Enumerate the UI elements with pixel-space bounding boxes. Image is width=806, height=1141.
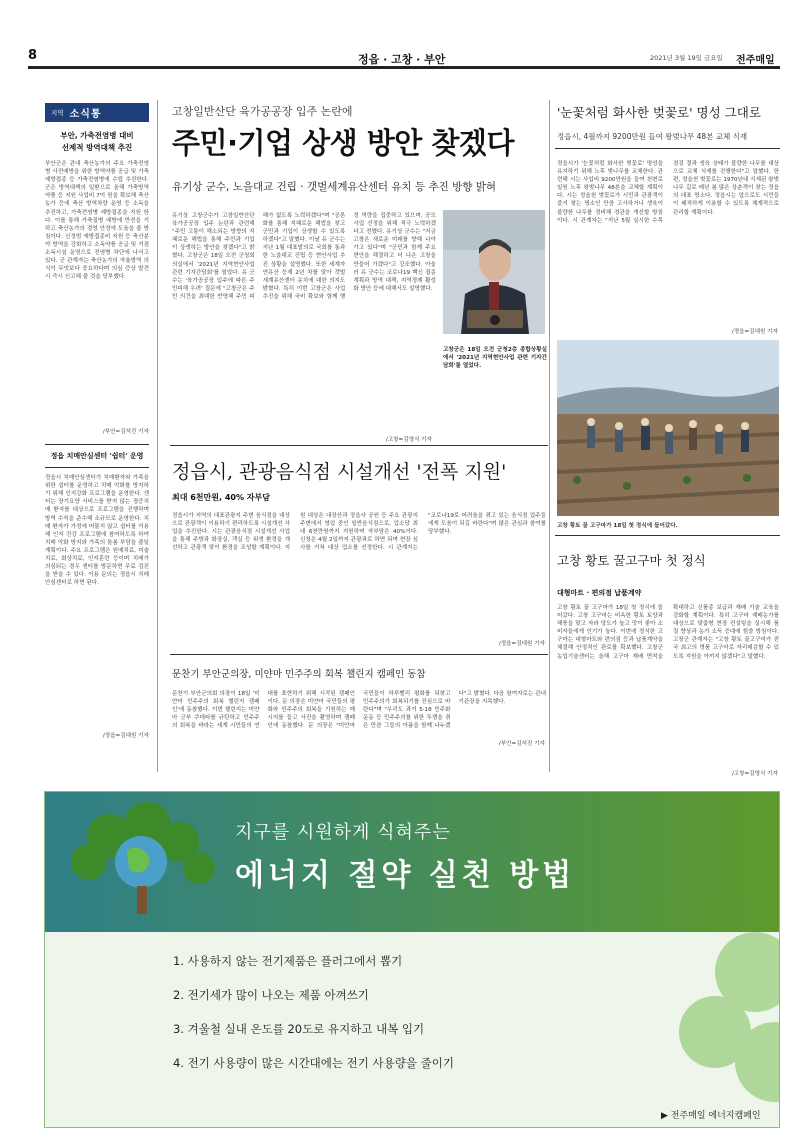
tourism-body: 정읍시가 지역의 대표관광지 주변 음식점을 대상으로 관광객이 이용하기 편리하도록 시설개선 사업을 추진한다. 시는 관광음식점 시설개선 사업을 통해 주방과 화장실, 객실 등 위생 환경을 개선하고 관광객 맞이 환경을 조성할 계획이다. 지원 대상은 내장산과 정읍사 공원 등 주요 관광지 주변에서 영업 중인 일반음식점으로, 업소당 최대 6천만원까지 지원하며 자부담은 40%이다. 신청은 4월 2일까지 관광과로 하면 되며 현장 심사를 거쳐 대상 업소를 선정한다. 시 관계자는 "코로나19로 어려움을 겪고 있는 음식점 업주들에게 도움이 되길 바란다"며 많은 관심과 참여를 당부했다. bbox=[172, 513, 546, 552]
ad-title: 에너지 절약 실천 방법 bbox=[235, 858, 576, 893]
lead-bottom-rule bbox=[170, 445, 548, 446]
sweetpotato-subhead: 대형마트 · 편의점 납품계약 bbox=[557, 589, 642, 597]
sidebar-banner bbox=[45, 103, 149, 122]
sidebar-story1-headline-line1: 부안, 가축전염병 대비 bbox=[60, 131, 134, 140]
camp-credit: /부안=김석진 기자 bbox=[498, 741, 545, 747]
sidebar-divider-2 bbox=[45, 467, 149, 468]
sidebar-tag: 지역 bbox=[51, 109, 64, 117]
camp-headline: 문찬기 부안군의장, 미얀마 민주주의 회복 챌린지 캠페인 동참 bbox=[172, 669, 426, 680]
sidebar-story2-body: 정읍시 치매안심센터가 치매환자와 가족을 위한 쉼터를 운영하고 치매 악화를 방지하기 위해 인지강화 프로그램을 운영한다. 센터는 장기요양 서비스를 받지 않는 경증치매 환자를 대상으로 프로그램을 진행하며 방역 수칙을 준수해 소규모로 운영한다. 치매 환자가 가정에 머물지 않고 쉼터를 이용해 인지 건강 프로그램에 참여하도록 하여 치매 악화 방지와 가족의 돌봄 부담을 줄일 계획이다. 주요 프로그램은 원예치료, 미술치료, 회상치료, 인지훈련 등이며 치매가 의심되는 경우 센터를 방문하면 무료 검진을 받을 수 있다. 이용 문의는 정읍시 치매안심센터로 하면 된다. bbox=[45, 475, 149, 587]
sidebar-story1-body: 부안군은 관내 축산농가의 주요 가축전염병 사전예방을 위한 방역약품 공급 및 가축 예방접종 등 가축전염병에 수립 추진한다. 군은 방역대책의 일환으로 올해 가축방역약품 등 지원 사업비 7억 원을 확보해 축산 농가 등에 축산 방역차량 운영 등 소독을 추진하고, 가축전염병 예방접종을 지원 한다. 이를 통해 가축질병 예방에 만전을 기하고 축산농가의 경영 안정에 도움을 줄 방침이다. 신정범 예방접종비 지원 등 축산분야 방역을 강화하고 소독약품 공급 및 거점소독시설 운영으로 전염병 차단에 나서고 있다. 군 관계자는 축산농가의 자율방역 의식이 무엇보다 중요하다며 의심 증상 발견 시 즉시 신고해 줄 것을 당부했다. bbox=[45, 161, 149, 281]
farm-photo bbox=[557, 340, 779, 516]
sidebar-story2-headline: 정읍 치매안심센터 '쉼터' 운영 bbox=[50, 452, 144, 461]
lead-credit: /고창=김영식 기자 bbox=[385, 437, 432, 443]
lead-photo bbox=[443, 210, 545, 334]
sweetpotato-headline: 고창 황토 꿀고구마 첫 정식 bbox=[557, 553, 706, 568]
lead-headline: 주민·기업 상생 방안 찾겠다 bbox=[172, 126, 514, 160]
farm-rule bbox=[555, 535, 780, 536]
ad-footer: ▶ 전주매일 에너지캠페인 bbox=[661, 1111, 761, 1121]
farm-photo-svg bbox=[557, 340, 779, 516]
sidebar-story1-headline-line2: 선제적 방역대책 추진 bbox=[61, 143, 133, 152]
sidebar-story2-credit: /정읍=김대원 기자 bbox=[102, 733, 149, 740]
blossom-subhead: 정읍시, 4월까지 9200만원 들여 왕벚나무 48본 교체 식재 bbox=[557, 132, 748, 141]
sidebar-divider bbox=[45, 444, 149, 445]
sweetpotato-credit: /고창=김영식 기자 bbox=[731, 771, 778, 777]
sidebar bbox=[45, 103, 149, 771]
center-vrule bbox=[549, 100, 550, 772]
paper-name: 전주매일 bbox=[736, 55, 775, 66]
lead-photo-caption: 고창군은 18일 오전 군청2층 종합상황실에서 '2021년 지역현안사업 관련 기자간담회'를 열었다. bbox=[443, 347, 547, 370]
ad-item-2: 2. 전기세가 많이 나오는 제품 아껴쓰기 bbox=[173, 988, 369, 1002]
header-rule bbox=[28, 66, 780, 69]
issue-date: 2021년 3월 19일 금요일 bbox=[650, 54, 723, 62]
earth-tree-illustration bbox=[49, 796, 219, 916]
blossom-body: 정읍시가 '눈꽃처럼 화사한 벚꽃로' 명성을 유지하기 위해 노후 벚나무를 교체한다. 관련해 시는 사업비 9200만원을 들여 천변로 일원 노후 왕벚나무 48본을 교체할 계획이다. 시는 정읍천 벚꽃로가 시민과 관광객이 즐겨 찾는 명소인 만큼 고사하거나 생육이 불량한 나무를 정비해 경관을 개선할 방침이다. 시 관계자는 "지난 5월 실시한 수목 점검 결과 생육 상태가 불량한 나무를 대상으로 교체 식재를 진행한다"고 말했다. 한편, 정읍천 벚꽃로는 1970년대 식재된 왕벚나무 길로 매년 봄 많은 상춘객이 찾는 정읍의 대표 명소다. 정읍시는 앞으로도 시민들이 쾌적하게 이용할 수 있도록 체계적으로 관리할 계획이다. bbox=[557, 161, 779, 224]
blossom-rule bbox=[555, 148, 780, 149]
ad-item-3: 3. 겨울철 실내 온도를 20도로 유지하고 내복 입기 bbox=[173, 1022, 425, 1036]
tourism-bottom-rule bbox=[170, 654, 548, 655]
energy-ad bbox=[44, 791, 780, 1128]
ad-item-1: 1. 사용하지 않는 전기제품은 플러그에서 뽑기 bbox=[173, 954, 403, 968]
lead-subhead: 유기상 군수, 노을대교 건립 · 갯벌세계유산센터 유치 등 추진 방향 밝혀 bbox=[172, 181, 497, 193]
lead-photo-svg bbox=[443, 210, 545, 334]
farm-photo-caption: 고창 황토 꿀 고구마가 18일 첫 정식에 들어갔다. bbox=[557, 523, 678, 529]
page-number: 8 bbox=[28, 48, 38, 63]
sidebar-vrule bbox=[157, 100, 158, 772]
sidebar-story1-credit: /부안=김석진 기자 bbox=[102, 429, 149, 435]
tourism-credit: /정읍=김대원 기자 bbox=[498, 641, 545, 647]
sweetpotato-body: 고창 황토 꿀 고구마가 18일 첫 정식에 들어갔다. 고창 고구마는 비옥한 황토 토양과 해풍을 맞고 자라 당도가 높고 맛이 좋아 소비자들에게 인기가 높다. 이번에 정식한 고구마는 대형마트와 편의점 등과 납품계약을 체결해 안정적인 판로를 확보했다. 고창군 농업기술센터는 올해 고구마 재배 면적을 확대하고 신품종 보급과 재배 기술 교육을 강화할 계획이다. 특히 고구마 재배농가를 대상으로 맞춤형 현장 컨설팅을 실시해 품질 향상과 농가 소득 증대에 힘쓸 방침이다. 고창군 관계자는 "고창 황토 꿀고구마가 전국 최고의 명품 고구마로 자리매김할 수 있도록 지원을 아끼지 않겠다"고 말했다. bbox=[557, 605, 779, 660]
lead-body: 유기상 고창군수가 고창일반산단 육가공공장 입주 논란과 관련해 "주민 고통이 해소되는 방향의 지혜로운 해법을 통해 주민과 기업이 상생하는 방안을 찾겠다"고 밝혔다. 고창군은 18일 오전 군청회의실에서 '2021년 지역현안사업 관련 기자간담회'를 열었다. 유 군수는 '육가공공장 입주에 따른 주민피해 우려' 질문에 "고창군은 주민 의견을 최대한 반영해 주민 피해가 없도록 노력하겠다"며 "공론화를 통해 지혜로운 해법을 찾고 군민과 기업이 상생할 수 있도록 하겠다"고 말했다. 이날 유 군수는 지난 1월 대표발의로 국회를 통과한 노을대교 건립 등 현안사업 추진 상황을 설명했다. 또한 세계자연유산 등재 2년 차를 맞아 갯벌세계유산센터 유치에 대한 의지도 밝혔다. 특히 이번 고창군은 사업추진을 위해 국비 확보와 함께 행정 역량을 집중하고 있으며, 공모사업 선정을 위해 적극 노력하겠다고 전했다. 유기상 군수는 "지금 고창은 새로운 미래를 향해 나아가고 있다"며 "군민과 함께 주요 현안을 해결하고 더 나은 고창을 만들어 가겠다"고 강조했다. 아울러 유 군수는 코로나19 백신 접종 계획과 방역 대책, 지역경제 활성화 방안 등에 대해서도 설명했다. bbox=[172, 213, 436, 300]
tourism-subhead: 최대 6천만원, 40% 자부담 bbox=[172, 493, 270, 502]
sidebar-title: 소식통 bbox=[69, 109, 102, 120]
blossom-credit: /정읍=김대원 기자 bbox=[731, 329, 778, 335]
ad-right-foliage bbox=[635, 912, 780, 1112]
lead-kicker: 고창일반산단 육가공공장 입주 논란에 bbox=[172, 105, 353, 118]
sidebar-story1-headline bbox=[45, 130, 149, 154]
camp-body: 문찬기 부안군의회 의장이 18일 '미얀마 민주주의 회복 챌린지 캠페인'에 동참했다. 이번 챌린지는 미얀마 군부 쿠데타를 규탄하고 민주주의 회복을 바라는 세계 시민들의 연대를 표현하기 위해 시작된 캠페인이다. 문 의장은 미얀마 국민들의 평화와 민주주의 회복을 기원하는 메시지를 들고 사진을 촬영하며 캠페인에 동참했다. 문 의장은 "미얀마 국민들이 하루빨리 평화를 되찾고 민주주의가 회복되기를 진심으로 바란다"며 "우리도 과거 5·18 민주화운동 등 민주주의를 위한 투쟁을 겪은 만큼 그들의 아픔을 함께 나누겠다"고 밝혔다. 다음 참여자로는 관내 기관장을 지목했다. bbox=[172, 691, 546, 730]
ad-slogan: 지구를 시원하게 식혀주는 bbox=[235, 822, 451, 843]
blossom-headline: '눈꽃처럼 화사한 벚꽃로' 명성 그대로 bbox=[557, 105, 761, 120]
ad-item-4: 4. 전기 사용량이 많은 시간대에는 전기 사용량을 줄이기 bbox=[173, 1056, 454, 1070]
section-title: 정읍 · 고창 · 부안 bbox=[358, 53, 446, 66]
tourism-headline: 정읍시, 관광음식점 시설개선 '전폭 지원' bbox=[172, 461, 507, 483]
